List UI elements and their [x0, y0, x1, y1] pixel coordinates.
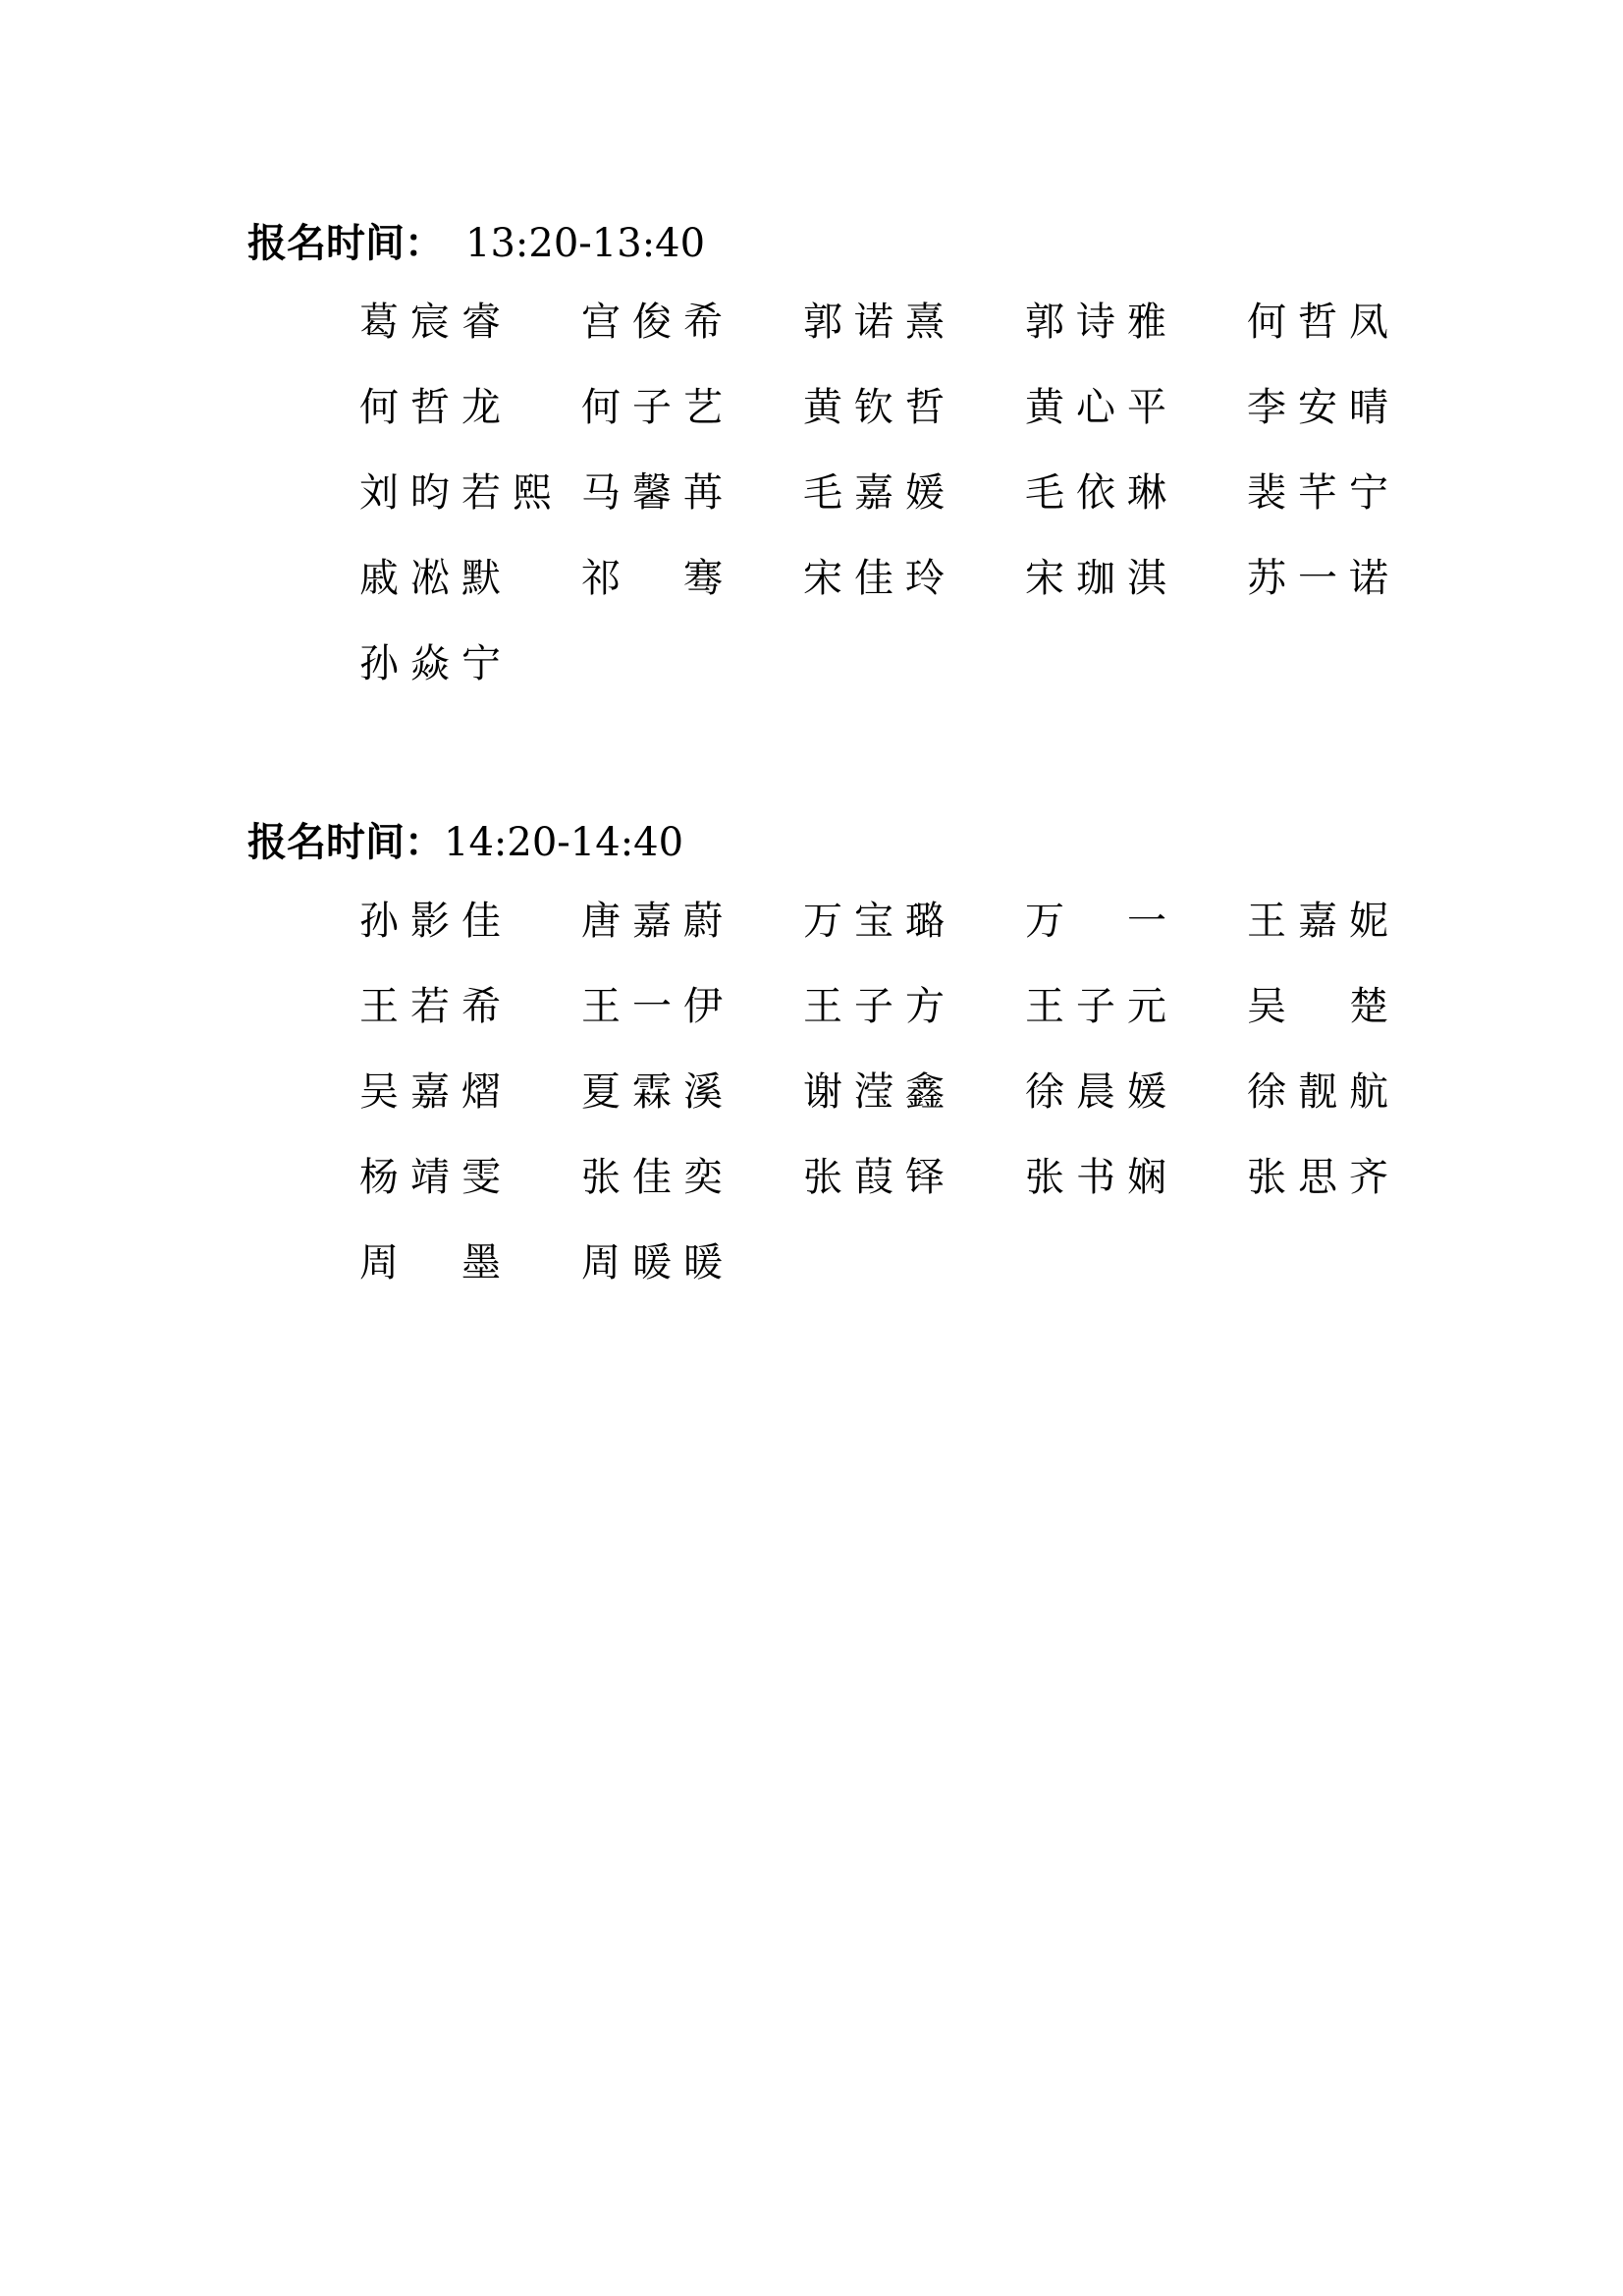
- student-name: 王子元: [1025, 984, 1178, 1029]
- student-name: 刘昀若熙: [359, 470, 564, 516]
- name-row: [359, 384, 1426, 469]
- name-row: [359, 1068, 1426, 1154]
- student-name: 马馨苒: [581, 470, 734, 516]
- name-row: [359, 640, 1426, 726]
- student-name: 葛宸睿: [359, 300, 513, 345]
- student-name: 祁 骞: [581, 556, 734, 601]
- student-name: 黄钦哲: [803, 385, 956, 430]
- student-name: 杨靖雯: [359, 1155, 513, 1200]
- student-name: 毛嘉媛: [803, 470, 956, 516]
- student-name: 孙焱宁: [359, 641, 513, 686]
- student-name: 何子艺: [581, 385, 734, 430]
- student-name: 万宝璐: [803, 899, 956, 944]
- name-grid: [359, 299, 1426, 726]
- student-name: 戚凇默: [359, 556, 513, 601]
- student-name: 谢滢鑫: [803, 1069, 956, 1115]
- name-row: [359, 299, 1426, 384]
- student-name: 郭诺熹: [803, 300, 956, 345]
- heading-label: 报名时间：: [247, 820, 444, 865]
- student-name: 张书娴: [1025, 1155, 1178, 1200]
- student-name: 万 一: [1025, 899, 1178, 944]
- name-row: [359, 1239, 1426, 1325]
- student-name: 黄心平: [1025, 385, 1178, 430]
- student-name: 何哲凤: [1247, 300, 1400, 345]
- student-name: 李安晴: [1247, 385, 1400, 430]
- name-row: [359, 983, 1426, 1068]
- registration-section-1: [247, 214, 1426, 726]
- section-heading: [247, 214, 1426, 273]
- name-grid: [359, 898, 1426, 1325]
- student-name: 唐嘉蔚: [581, 899, 734, 944]
- student-name: 王嘉妮: [1247, 899, 1400, 944]
- student-name: 孙影佳: [359, 899, 513, 944]
- student-name: 宋佳玲: [803, 556, 956, 601]
- student-name: 张佳奕: [581, 1155, 734, 1200]
- student-name: 宫俊希: [581, 300, 734, 345]
- student-name: 苏一诺: [1247, 556, 1400, 601]
- student-name: 郭诗雅: [1025, 300, 1178, 345]
- student-name: 吴 楚: [1247, 984, 1400, 1029]
- student-name: 王子方: [803, 984, 956, 1029]
- student-name: 张葭铎: [803, 1155, 956, 1200]
- student-name: 徐靓航: [1247, 1069, 1400, 1115]
- name-row: [359, 898, 1426, 983]
- student-name: 毛依琳: [1025, 470, 1178, 516]
- name-row: [359, 555, 1426, 640]
- student-name: 何哲龙: [359, 385, 513, 430]
- section-heading: [247, 813, 1426, 872]
- heading-label: 报名时间：: [247, 221, 444, 266]
- student-name: 夏霖溪: [581, 1069, 734, 1115]
- student-name: 吴嘉熠: [359, 1069, 513, 1115]
- name-row: [359, 1154, 1426, 1239]
- heading-time: 13:20-13:40: [465, 221, 706, 266]
- student-name: 周暖暖: [581, 1240, 734, 1285]
- student-name: 王若希: [359, 984, 513, 1029]
- student-name: 周 墨: [359, 1240, 513, 1285]
- name-row: [359, 469, 1426, 555]
- student-name: 张思齐: [1247, 1155, 1400, 1200]
- heading-time: 14:20-14:40: [444, 820, 684, 865]
- student-name: 王一伊: [581, 984, 734, 1029]
- student-name: 裴芊宁: [1247, 470, 1400, 516]
- student-name: 宋珈淇: [1025, 556, 1178, 601]
- registration-section-2: [247, 813, 1426, 1325]
- student-name: 徐晨媛: [1025, 1069, 1178, 1115]
